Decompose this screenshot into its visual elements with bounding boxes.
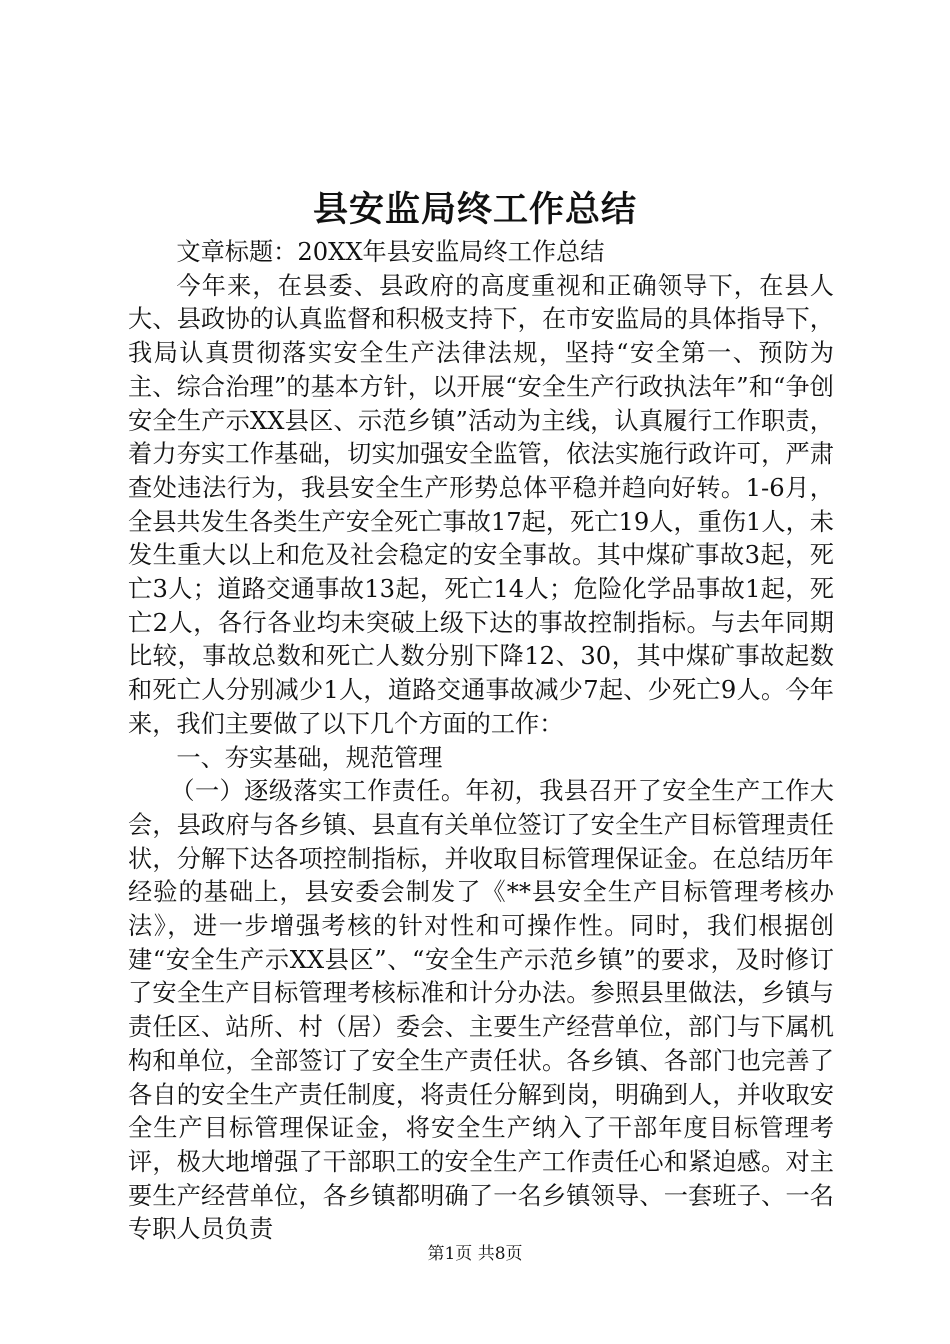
subsection-paragraph: （一）逐级落实工作责任。年初，我县召开了安全生产工作大会，县政府与各乡镇、县直有关单位签订了安全生产目标管理责任状，分解下达各项控制指标，并收取目标管理保证金。在总结历年经验的基础上，县安委会制发了《**县安全生产目标管理考核办法》，进一步增强考核的针对性和可操作性。同时，我们根据创建“安全生产示XX县区”、“安全生产示范乡镇”的要求，及时修订了安全生产目标管理考核标准和计分办法。参照县里做法，乡镇与责任区、站所、村（居）委会、主要生产经营单位，部门与下属机构和单位，全部签订了安全生产责任状。各乡镇、各部门也完善了各自的安全生产责任制度，将责任分解到岗，明确到人，并收取安全生产目标管理保证金，将安全生产纳入了干部年度目标管理考评，极大地增强了干部职工的安全生产工作责任心和紧迫感。对主要生产经营单位，各乡镇都明确了一名乡镇领导、一套班子、一名专职人员负责 <box>128 777 834 1244</box>
page-number-footer: 第1页 共8页 <box>427 1244 523 1264</box>
intro-paragraph: 今年来，在县委、县政府的高度重视和正确领导下，在县人大、县政协的认真监督和积极支持下，在市安监局的具体指导下，我局认真贯彻落实安全生产法律法规，坚持“安全第一、预防为主、综合治理”的基本方针，以开展“安全生产行政执法年”和“争创安全生产示XX县区、示范乡镇”活动为主线，认真履行工作职责，着力夯实工作基础，切实加强安全监管，依法实施行政许可，严肃查处违法行为，我县安全生产形势总体平稳并趋向好转。1-6月，全县共发生各类生产安全死亡事故17起，死亡19人，重伤1人，未发生重大以上和危及社会稳定的安全事故。其中煤矿事故3起，死亡3人；道路交通事故13起，死亡14人；危险化学品事故1起，死亡2人，各行各业均未突破上级下达的事故控制指标。与去年同期比较，事故总数和死亡人数分别下降12、30，其中煤矿事故起数和死亡人分别减少1人，道路交通事故减少7起、少死亡9人。今年来，我们主要做了以下几个方面的工作： <box>128 271 834 738</box>
section-heading: 一、夯实基础，规范管理 <box>176 743 443 772</box>
article-title-line: 文章标题：20XX年县安监局终工作总结 <box>176 238 605 266</box>
document-body <box>128 236 834 1247</box>
document-title: 县安监局终工作总结 <box>312 189 637 230</box>
